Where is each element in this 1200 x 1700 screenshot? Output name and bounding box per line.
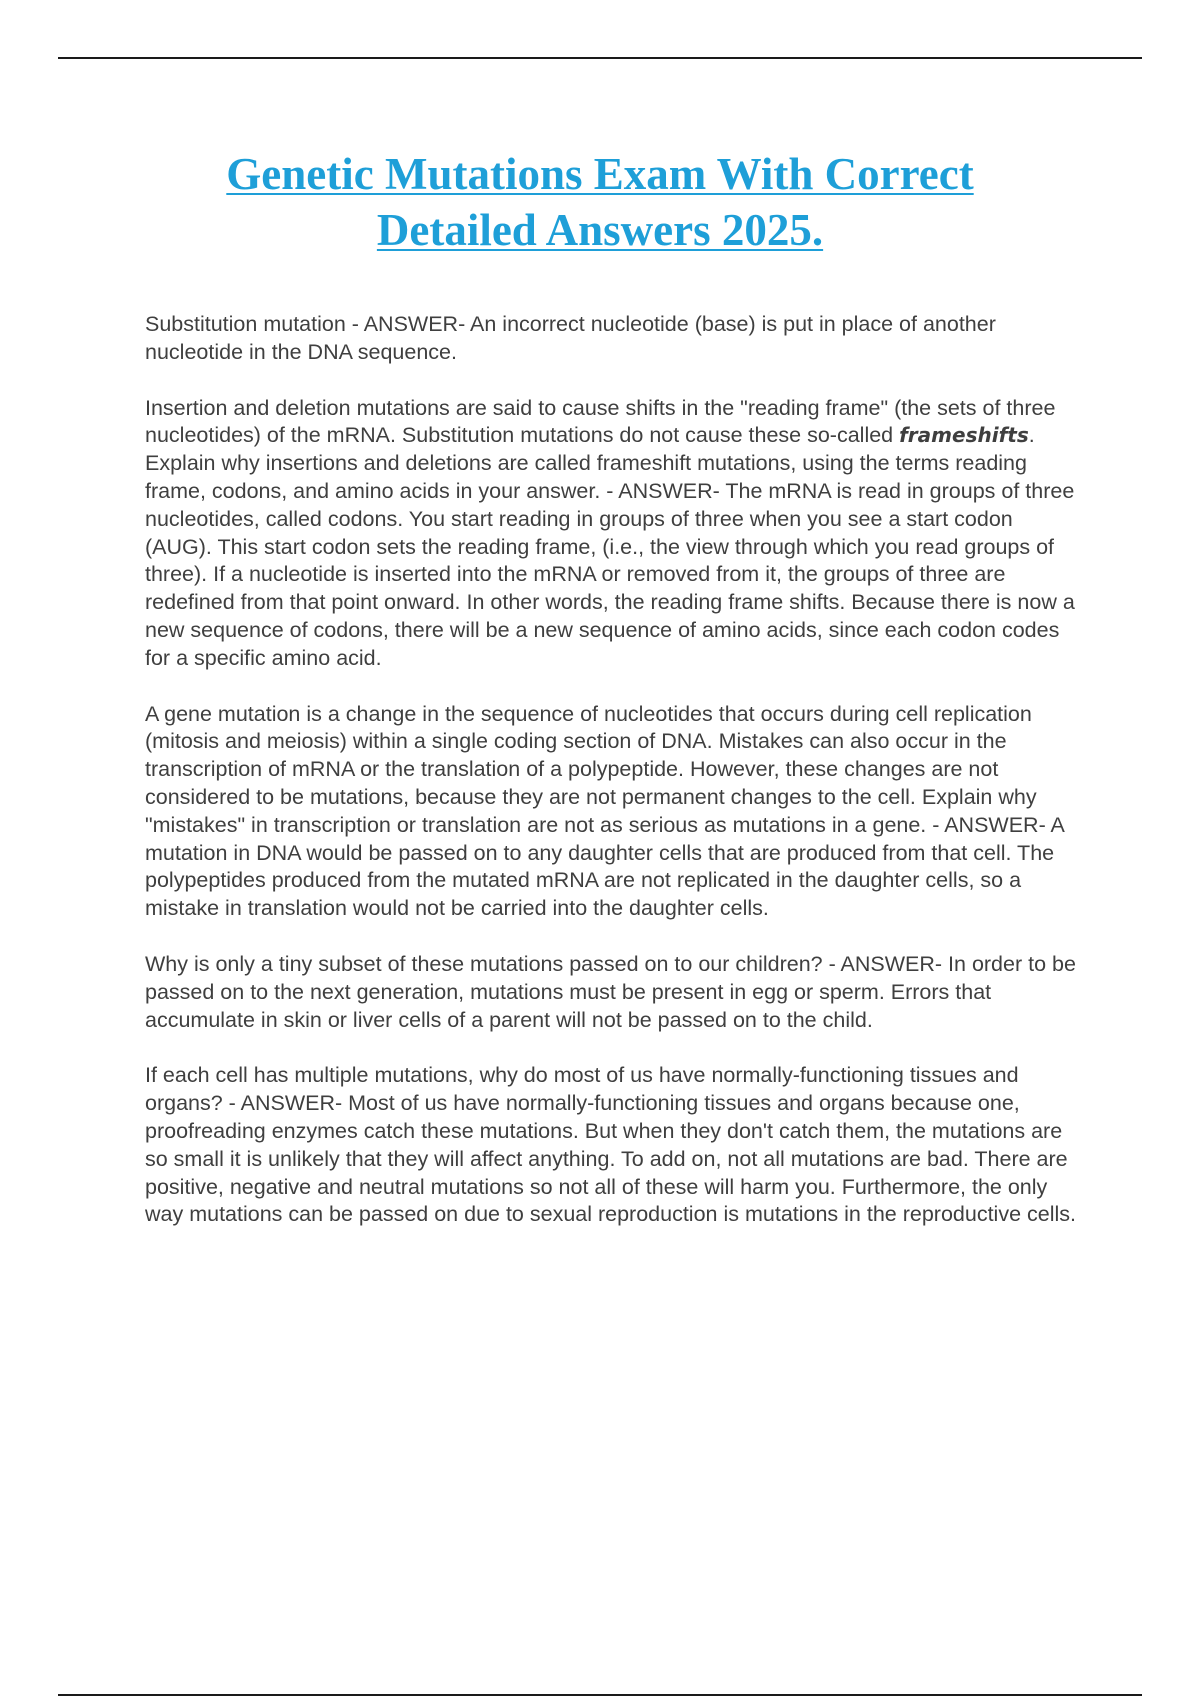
qa-gene-mutation: A gene mutation is a change in the sequence of nucleotides that occurs during cell replication (mitosis and meiosis) within a single coding section of DNA. Mistakes can also occur in the transcription of mRNA or the translation of a polypeptide. However, these changes are not considered to be mutations, because they are not permanent changes to the cell. Explain why "mistakes" in transcription or translation are not as serious as mutations in a gene. - ANSWER- A mutation in DNA would be passed on to any daughter cells that are produced from that cell. The polypeptides produced from the mutated mRNA are not replicated in the daughter cells, so a mistake in translation would not be carried into the daughter cells. [145,701,1064,921]
top-rule [58,57,1142,59]
qa-substitution-mutation: Substitution mutation - ANSWER- An incorrect nucleotide (base) is put in place of another nucleotide in the DNA sequence. [145,312,996,364]
bottom-rule [58,1694,1142,1696]
document-title [120,146,1080,258]
qa-passed-to-children: Why is only a tiny subset of these mutations passed on to our children? - ANSWER- In order to be passed on to the next generation, mutations must be present in egg or sperm. Errors that accumulate in skin or liver cells of a parent will not be passed on to the child. [145,951,1076,1032]
qa-frameshift-part1: Insertion and deletion mutations are said to cause shifts in the "reading frame" (the sets of three nucleotides) of the mRNA. Substitution mutations do not cause these so-called [145,395,1056,448]
title-line-2: Detailed Answers 2025. [376,205,824,255]
title-line-1: Genetic Mutations Exam With Correct [226,149,974,199]
document-body [145,311,1085,1257]
qa-frameshift [145,395,1085,673]
qa-frameshift-part2: . Explain why insertions and deletions are called frameshift mutations, using the terms reading frame, codons, and amino acids in your answer. - ANSWER- The mRNA is read in groups of three nucleotides, called codons. You start reading in groups of three when you see a start codon (AUG). This start codon sets the reading frame, (i.e., the view through which you read groups of three). If a nucleotide is inserted into the mRNA or removed from it, the groups of three are redefined from that point onward. In other words, the reading frame shifts. Because there is now a new sequence of codons, there will be a new sequence of amino acids, since each codon codes for a specific amino acid. [145,423,1075,670]
frameshifts-emphasis: frameshifts [899,423,1029,448]
qa-normal-tissues: If each cell has multiple mutations, why do most of us have normally-functioning tissues and organs? - ANSWER- Most of us have normally-functioning tissues and organs because one, proofreading enzymes catch these mutations. But when they don't catch them, the mutations are so small it is unlikely that they will affect anything. To add on, not all mutations are bad. There are positive, negative and neutral mutations so not all of these will harm you. Furthermore, the only way mutations can be passed on due to sexual reproduction is mutations in the reproductive cells. [145,1063,1076,1227]
